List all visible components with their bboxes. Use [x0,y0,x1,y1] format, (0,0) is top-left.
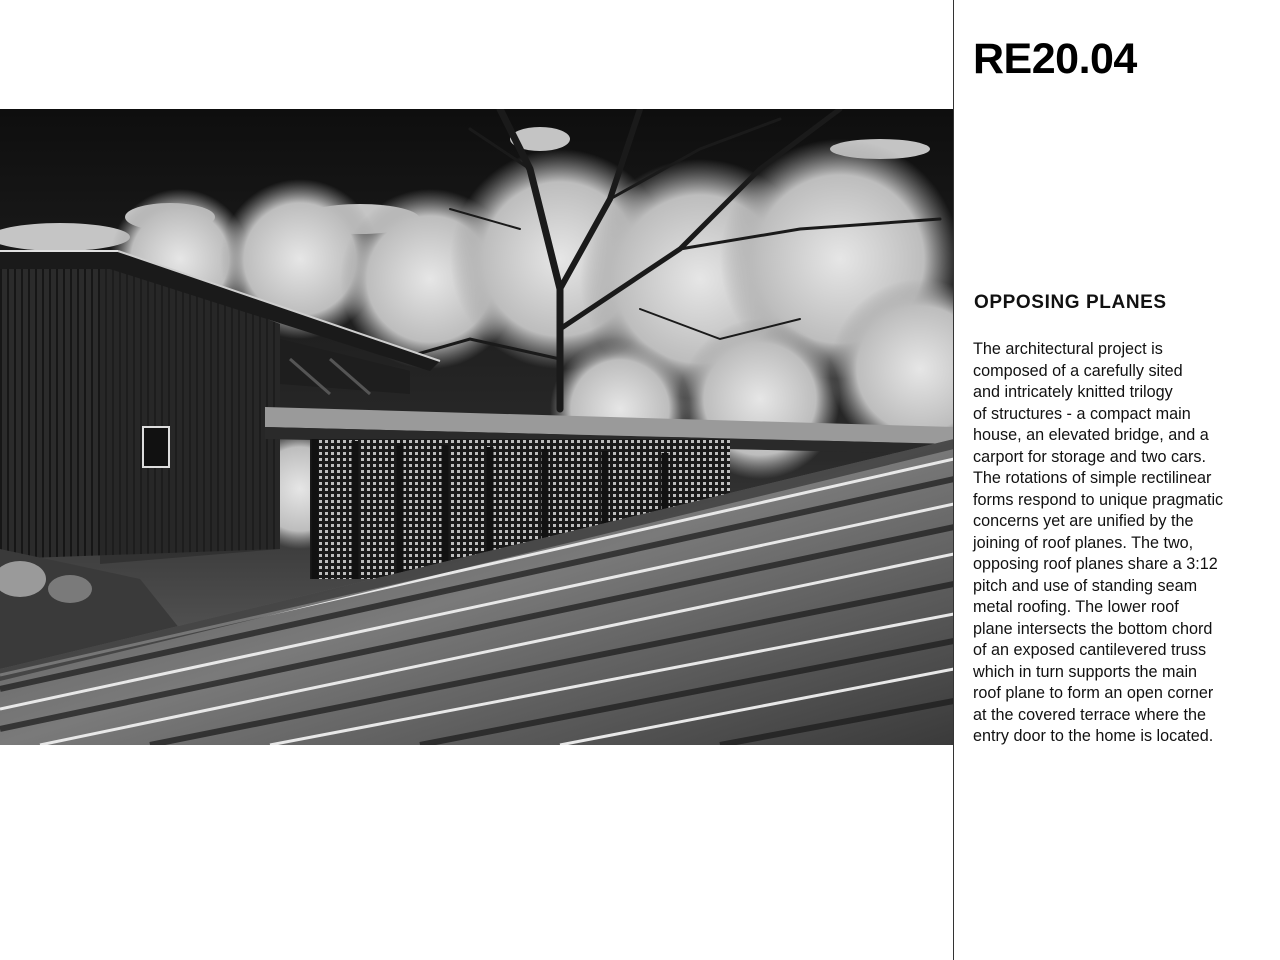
photo-illustration [0,109,954,745]
body-line: which in turn supports the main [973,662,1198,681]
architecture-photo [0,109,954,745]
body-line: The architectural project is [973,340,1163,358]
section-body [973,339,1273,748]
vertical-divider [953,0,954,960]
body-line: entry door to the home is located. [973,727,1214,745]
body-line: opposing roof planes share a 3:12 [973,555,1218,573]
body-line: concerns yet are unified by the [973,512,1194,530]
body-line: pitch and use of standing seam [973,576,1198,595]
body-line: forms respond to unique pragmatic [973,490,1224,509]
body-line: at the covered terrace where the [973,705,1207,724]
body-line: carport for storage and two cars. [973,447,1207,466]
section-title: OPPOSING PLANES [974,292,1167,313]
body-line: joining of roof planes. The two, [973,533,1194,552]
body-line: composed of a carefully sited [973,361,1183,380]
sheet-code: RE20.04 [973,35,1137,83]
body-line: metal roofing. The lower roof [973,598,1179,616]
body-line: of an exposed cantilevered truss [973,641,1207,659]
body-line: plane intersects the bottom chord [973,619,1213,638]
body-line: of structures - a compact main [973,404,1191,423]
body-line: The rotations of simple rectilinear [973,469,1212,487]
body-line: house, an elevated bridge, and a [973,426,1209,444]
body-line: roof plane to form an open corner [973,684,1214,702]
body-line: and intricately knitted trilogy [973,383,1173,401]
